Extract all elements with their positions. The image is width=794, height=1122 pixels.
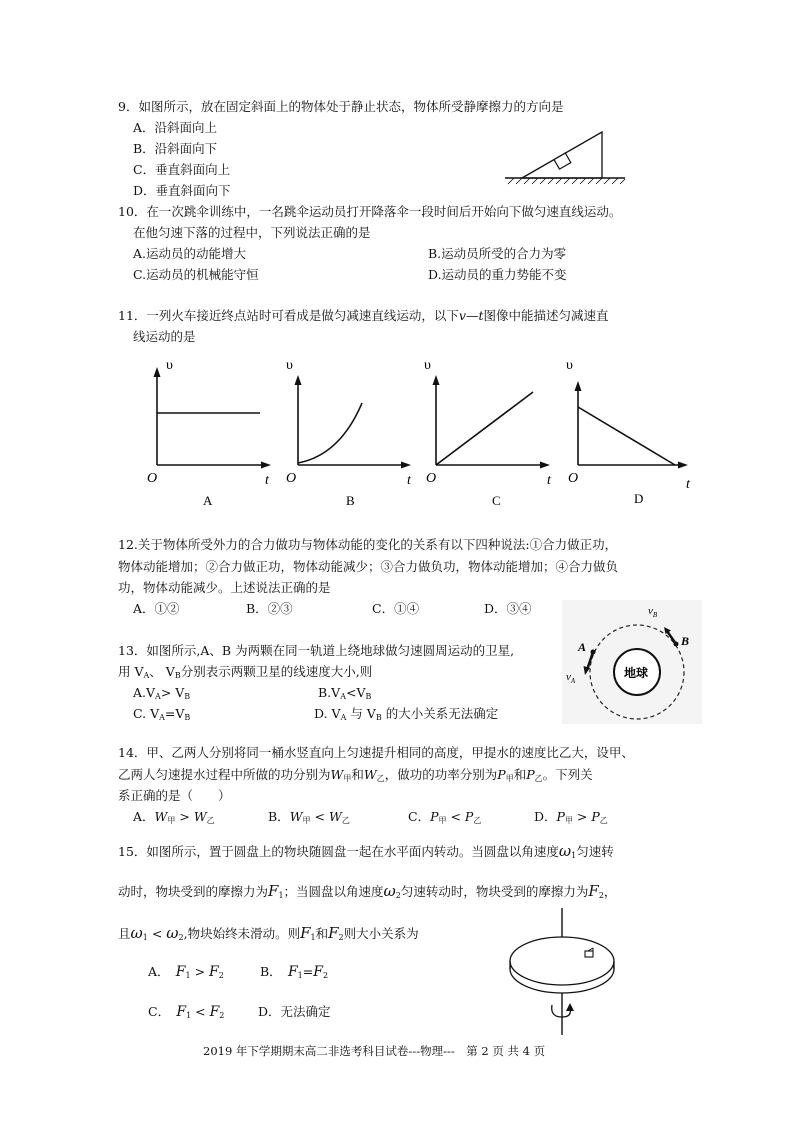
turntable-figure [500, 905, 630, 1040]
q14-option-b: B．$W_甲 < W_乙$ [268, 809, 350, 825]
q13-line2-mid: 、 V [149, 664, 175, 679]
graph-d-line [578, 407, 675, 465]
graph-a-origin: O [147, 471, 158, 486]
graph-b-y-label: υ [286, 358, 293, 373]
label-b: B [681, 634, 690, 648]
graph-b-x-label: t [407, 473, 411, 488]
q13-sub-b: B [174, 671, 181, 680]
q13-option-d: D. $V_A$ 与 $V_B$ 的大小关系无法确定 [314, 706, 499, 722]
q11-t-symbol: t [478, 308, 484, 323]
q13-line2-post: 分别表示两颗卫星的线速度大小,则 [180, 664, 373, 679]
q9-option-b: B．沿斜面向下 [133, 141, 218, 156]
q13-line2 [118, 663, 372, 684]
q12-line1: 12.关于物体所受外力的合力做功与物体动能的变化的关系有以下四种说法:①合力做正功， [118, 537, 618, 552]
graph-b-caption: B [346, 493, 355, 508]
graph-d-caption: D [634, 491, 644, 506]
graph-d [560, 355, 700, 515]
graph-c-line [436, 392, 533, 465]
q11-stem-line1 [118, 307, 609, 324]
q9-option-a: A．沿斜面向上 [133, 120, 218, 135]
q10-stem-line2: 在他匀速下落的过程中，下列说法正确的是 [133, 225, 371, 240]
graph-c-x-label: t [547, 473, 551, 488]
q10-option-b: B.运动员所受的合力为零 [428, 246, 567, 261]
disc-top [510, 937, 614, 985]
q15-option-c: C． $F_1 < F_2$ [148, 1004, 225, 1020]
q9-option-d: D．垂直斜面向下 [133, 183, 231, 198]
q15-option-d: D．无法确定 [258, 1004, 331, 1019]
q12-line3: 功，物体动能减少。上述说法正确的是 [118, 580, 331, 595]
q15-option-b: B． $F_1=F_2$ [260, 964, 329, 980]
block [554, 153, 571, 169]
q14-option-c: C．$P_甲 < P_乙$ [408, 809, 482, 825]
q13-option-b: $B.V_A<V_B$ [318, 685, 372, 701]
graph-d-y-label: υ [566, 358, 573, 373]
graph-a [140, 355, 280, 515]
label-a: A [578, 640, 587, 654]
q11-stem-line2: 线运动的是 [133, 329, 196, 344]
q11-stem-post: 图像中能描述匀减速直 [483, 308, 609, 323]
q13-sub-a: A [143, 671, 150, 680]
graph-b [280, 355, 420, 515]
label-va: $v_A$ [566, 671, 576, 685]
graph-a-y-label: υ [166, 358, 173, 373]
q11-v-symbol: v [458, 308, 466, 323]
q11-dash: — [465, 308, 479, 323]
q10-stem-line1: 10．在一次跳伞训练中，一名跳伞运动员打开降落伞一段时间后开始向下做匀速直线运动。 [118, 204, 622, 219]
q13-line2-pre: 用 V [118, 664, 144, 679]
label-vb: $v_B$ [648, 605, 658, 619]
q15-line1: 15．如图所示，置于圆盘上的物块随圆盘一起在水平面内转动。当圆盘以角速度$\omega_1$匀速转 [118, 842, 614, 860]
q13-option-a: $A.V_A> V_B$ [133, 685, 191, 701]
q9-stem: 9．如图所示，放在固定斜面上的物体处于静止状态，物体所受静摩擦力的方向是 [118, 99, 564, 114]
q10-option-c: C.运动员的机械能守恒 [133, 267, 259, 282]
q15-line3: 且$\omega_1 < \omega_2$,物块始终未滑动。则$F_1$和$F_2$则大小关系为 [118, 924, 419, 942]
block-on-disc [585, 951, 593, 957]
graph-a-x-label: t [265, 473, 269, 488]
graph-c-y-label: υ [424, 358, 431, 373]
q10-option-d: D.运动员的重力势能不变 [428, 267, 567, 282]
q12-line2: 物体动能增加；②合力做正功，物体动能减少；③合力做负功，物体动能增加；④合力做负 [118, 559, 619, 574]
graph-b-curve [298, 403, 362, 463]
graph-d-x-label: t [686, 477, 690, 492]
graph-b-origin: O [286, 471, 297, 486]
q14-line2: 乙两人匀速提水过程中所做的功分别为$W_甲$和$W_乙$，做功的功率分别为$P_甲$和$P_乙$。下列关 [118, 767, 593, 783]
incline-figure [500, 128, 630, 188]
page-footer: 2019 年下学期期末高二非选考科目试卷---物理--- 第 2 页 共 4 页 [203, 1044, 546, 1058]
q12-option-b: B．②③ [246, 601, 293, 616]
q12-option-d: D．③④ [484, 601, 532, 616]
satellite-figure [562, 600, 702, 724]
q15-option-a: A． $F_1 > F_2$ [148, 964, 224, 980]
graph-c-origin: O [426, 471, 437, 486]
q14-line1: 14．甲、乙两人分别将同一桶水竖直向上匀速提升相同的高度，甲提水的速度比乙大，设甲、 [118, 745, 634, 760]
graph-a-caption: A [203, 493, 213, 508]
q11-stem-pre: 11．一列火车接近终点站时可看成是做匀减速直线运动，以下 [118, 308, 459, 323]
q13-option-c: C. $V_A=V_B$ [133, 706, 191, 722]
q14-option-d: D．$P_甲 > P_乙$ [534, 809, 608, 825]
q9-option-c: C．垂直斜面向上 [133, 162, 231, 177]
q10-option-a: A.运动员的动能增大 [133, 246, 247, 261]
graph-c [420, 355, 560, 515]
q14-line3: 系正确的是（ ） [118, 788, 231, 803]
q15-line2: 动时，物块受到的摩擦力为$F_1$；当圆盘以角速度$\omega_2$匀速转动时，物块受到的摩擦力为$F_2$， [118, 882, 617, 900]
earth-label: 地球 [624, 666, 649, 680]
q12-option-c: C．①④ [372, 601, 420, 616]
q13-line1: 13．如图所示,A、B 为两颗在同一轨道上绕地球做匀速圆周运动的卫星, [118, 643, 515, 658]
graph-d-origin: O [568, 471, 579, 486]
graph-c-caption: C [492, 493, 501, 508]
q14-option-a: A．$W_甲 > W_乙$ [133, 809, 215, 825]
q12-option-a: A．①② [133, 601, 180, 616]
